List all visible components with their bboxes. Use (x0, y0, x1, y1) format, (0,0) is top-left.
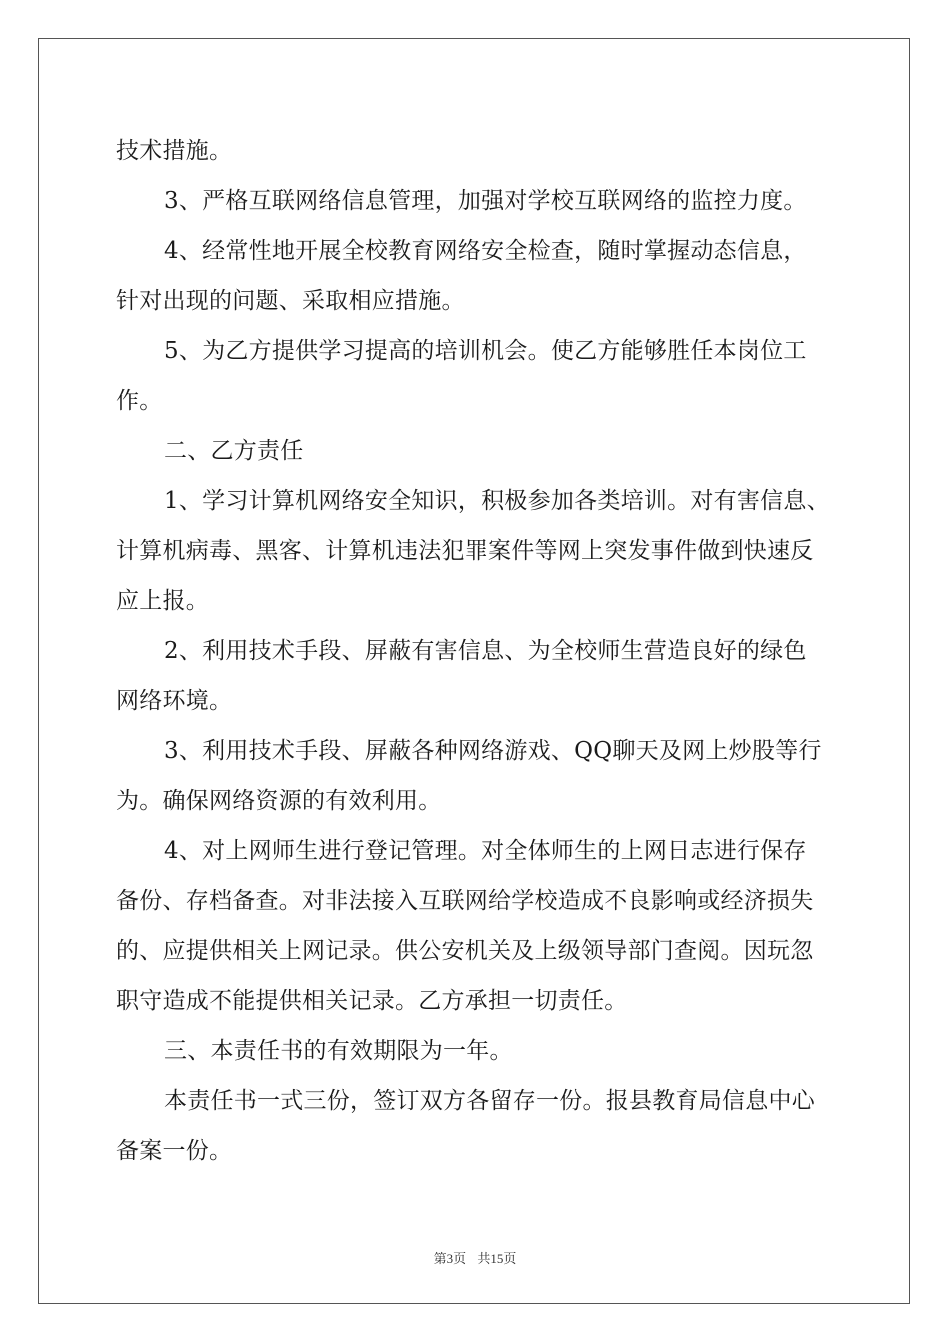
text-line: 的、应提供相关上网记录。供公安机关及上级领导部门查阅。因玩忽 (116, 938, 814, 964)
text-line: 4、经常性地开展全校教育网络安全检查，随时掌握动态信息， (164, 238, 807, 264)
text-line: 针对出现的问题、采取相应措施。 (116, 288, 465, 314)
text-line: 计算机病毒、黑客、计算机违法犯罪案件等网上突发事件做到快速反 (116, 538, 814, 564)
text-line: 备案一份。 (116, 1138, 233, 1164)
text-line: 本责任书一式三份，签订双方各留存一份。报县教育局信息中心 (164, 1088, 815, 1114)
text-line: 技术措施。 (116, 138, 233, 164)
text-line: 1、学习计算机网络安全知识，积极参加各类培训。对有害信息、 (164, 488, 830, 514)
document-body (116, 126, 856, 1176)
page-number: 第3页 (433, 1251, 467, 1266)
text-line: 备份、存档备查。对非法接入互联网给学校造成不良影响或经济损失 (116, 888, 814, 914)
text-line: 2、利用技术手段、屏蔽有害信息、为全校师生营造良好的绿色 (164, 638, 807, 664)
text-line: 三、本责任书的有效期限为一年。 (164, 1038, 513, 1064)
text-line: 5、为乙方提供学习提高的培训机会。使乙方能够胜任本岗位工 (164, 338, 807, 364)
text-line: 3、利用技术手段、屏蔽各种网络游戏、QQ聊天及网上炒股等行 (164, 738, 822, 764)
text-line: 4、对上网师生进行登记管理。对全体师生的上网日志进行保存 (164, 838, 807, 864)
page-footer (0, 1248, 950, 1267)
text-line: 二、乙方责任 (164, 438, 304, 464)
text-line: 3、严格互联网络信息管理，加强对学校互联网络的监控力度。 (164, 188, 807, 214)
text-line: 为。确保网络资源的有效利用。 (116, 788, 442, 814)
text-line: 作。 (116, 388, 163, 414)
text-line: 网络环境。 (116, 688, 233, 714)
text-line: 应上报。 (116, 588, 209, 614)
text-line: 职守造成不能提供相关记录。乙方承担一切责任。 (116, 988, 628, 1014)
page-total: 共15页 (477, 1251, 517, 1266)
